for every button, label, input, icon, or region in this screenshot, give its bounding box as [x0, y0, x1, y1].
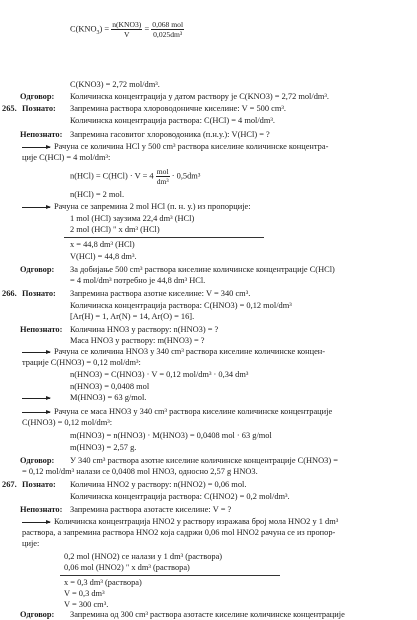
- kno3-fraction-1: [111, 20, 142, 39]
- p265-calc-1-right: · 0,5dm³: [171, 171, 201, 181]
- arrow-icon: [22, 147, 50, 148]
- p265-proportion-rule: [64, 237, 264, 238]
- arrow-icon: [22, 412, 50, 413]
- p266-given-3: [Ar(H) = 1, Ar(N) = 14, Ar(O) = 16].: [70, 312, 195, 321]
- p266-unknown-2: Маса HNO3 у раствору: m(HNO3) = ?: [70, 336, 205, 345]
- p266-unknown-1: Количина HNO3 у раствору: n(HNO3) = ?: [70, 325, 219, 334]
- p265-answer-1: За добијање 500 cm³ раствора киселине количинске концентрације C(HCl): [70, 265, 335, 274]
- p265-calc-2: n(HCl) = 2 mol.: [70, 190, 125, 199]
- p265-given-2: Количинска концентрација раствора: C(HCl) = 4 mol/dm³.: [70, 116, 275, 125]
- p267-answer-1: Запремина од 300 cm³ раствора азотасте киселине количинске концентрације: [70, 610, 345, 619]
- p266-answer-label: Одговор:: [20, 456, 55, 465]
- p267-answer-label: Одговор:: [20, 610, 55, 619]
- frac1-numerator: n(KNO3): [112, 20, 142, 29]
- p267-proportion-1: 0,2 mol (HNO2) се налази у 1 dm³ (раствора): [64, 552, 223, 561]
- p265-calc-1-left: n(HCl) = C(HCl) · V = 4: [70, 171, 154, 181]
- p267-proportion-2: 0,06 mol (HNO2) " x dm³ (раствора): [64, 563, 190, 572]
- p265-answer-2: = 4 mol/dm³ потребно је 44,8 dm³ HCl.: [70, 276, 206, 285]
- p265-unknown: Запремина гасовитог хлороводоника (п.н.у.): V(HCl) = ?: [70, 130, 270, 139]
- frac1-denominator: V: [124, 30, 130, 39]
- kno3-formula-sub: 3: [96, 30, 100, 37]
- p265-given-label: Познато:: [22, 104, 56, 113]
- p265-step1-line1: Рачуна се количина HCl у 500 cm³ раствора киселине количинске концентра-: [54, 142, 329, 151]
- p265-calc-1-fraction: [156, 167, 170, 186]
- arrow-icon: [22, 207, 50, 208]
- p266-calc-5: m(HNO3) = 2,57 g.: [70, 443, 137, 452]
- frac2-numerator: 0,068 mol: [152, 20, 184, 29]
- p266-step1-line2: трације C(HNO3) = 0,12 mol/dm³:: [22, 358, 141, 367]
- p266-step2-line1: Рачуна се маса HNO3 у 340 cm³ раствора киселине количинске концентрације: [54, 407, 333, 416]
- kno3-formula-left: C(KNO: [70, 24, 97, 34]
- kno3-result: C(KNO3) = 2,72 mol/dm³.: [70, 80, 160, 89]
- p266-step1-line1: Рачуна се количина HNO3 у 340 cm³ раствора киселине количинске концен-: [54, 347, 326, 356]
- p267-proportion-rule: [60, 575, 280, 576]
- problem-267-number: 267.: [2, 480, 17, 489]
- p267-given-label: Познато:: [22, 480, 56, 489]
- p267-result-3: V = 300 cm³.: [64, 600, 109, 609]
- kno3-fraction-2: [151, 20, 184, 39]
- p267-result-1: x = 0,3 dm³ (раствора): [64, 578, 142, 587]
- top-answer-label: Одговор:: [20, 92, 55, 101]
- kno3-formula-eq: ) =: [99, 24, 110, 34]
- p266-step2-line2: C(HNO3) = 0,12 mol/dm³:: [22, 418, 113, 427]
- p266-given-label: Познато:: [22, 289, 56, 298]
- p267-unknown-label: Непознато:: [20, 505, 63, 514]
- p265-frac-denominator: dm³: [156, 177, 169, 186]
- p267-unknown: Запремина раствора азотасте киселине: V = ?: [70, 505, 232, 514]
- problem-266-number: 266.: [2, 289, 17, 298]
- p266-calc-2: n(HNO3) = 0,0408 mol: [70, 382, 150, 391]
- p265-frac-numerator: mol: [156, 167, 169, 176]
- p267-given-2: Количинска концентрација раствора: C(HNO2) = 0,2 mol/dm³.: [70, 492, 290, 501]
- frac2-denominator: 0,025dm³: [153, 30, 183, 39]
- p265-given-1: Запремина раствора хлороводоничне киселине: V = 500 cm³.: [70, 104, 286, 113]
- top-answer-text: Количинска концентрација у датом раствору је C(KNO3) = 2,72 mol/dm³.: [70, 92, 330, 101]
- p267-given-1: Количина HNO2 у раствору: n(HNO2) = 0,06 mol.: [70, 480, 247, 489]
- problem-265-number: 265.: [2, 104, 17, 113]
- p265-answer-label: Одговор:: [20, 265, 55, 274]
- p265-result-2: V(HCl) = 44,8 dm³.: [70, 252, 137, 261]
- p266-calc-1: n(HNO3) = C(HNO3) · V = 0,12 mol/dm³ · 0,34 dm³: [70, 370, 249, 379]
- p265-step1-line2: ције C(HCl) = 4 mol/dm³:: [22, 153, 111, 162]
- arrow-icon: [22, 522, 50, 523]
- p267-step1-line1: Количинска концентрација HNO2 у раствору изражава број мола HNO2 у 1 dm³: [54, 517, 339, 526]
- p266-given-1: Запремина раствора азотне киселине: V = 340 cm³.: [70, 289, 251, 298]
- kno3-formula: $C(KNO_3)$ = $\frac{\text{n(KNO3)}}{V}$ = $\frac{\text{0,068 mol}}{\text{0,025dm³}}$: [70, 20, 184, 39]
- p265-proportion-1: 1 mol (HCl) заузима 22,4 dm³ (HCl): [70, 214, 195, 223]
- p266-given-2: Количинска концентрација раствора: C(HNO3) = 0,12 mol/dm³: [70, 301, 292, 310]
- p266-calc-4: m(HNO3) = n(HNO3) · M(HNO3) = 0,0408 mol · 63 g/mol: [70, 431, 272, 440]
- p265-unknown-label: Непознато:: [20, 130, 63, 139]
- arrow-icon: [22, 398, 50, 399]
- p265-step2: Рачуна се запремина 2 mol HCl (п. н. у.) из пропорције:: [54, 202, 251, 211]
- p267-step1-line2: раствора, а запремина раствора HNO2 која садржи 0,06 mol HNO2 рачуна се из пропор-: [22, 528, 336, 537]
- p267-step1-line3: ције:: [22, 539, 40, 548]
- p266-unknown-label: Непознато:: [20, 325, 63, 334]
- p266-answer-2: = 0,12 mol/dm³ налази се 0,0408 mol HNO3, односно 2,57 g HNO3.: [22, 467, 258, 476]
- p265-proportion-2: 2 mol (HCl) " x dm³ (HCl): [70, 225, 160, 234]
- p265-calc-1: [70, 167, 200, 186]
- arrow-icon: [22, 352, 50, 353]
- p266-calc-3: M(HNO3) = 63 g/mol.: [70, 393, 147, 402]
- p266-answer-1: У 340 cm³ раствора азотне киселине количинске концентрације C(HNO3) =: [70, 456, 338, 465]
- p267-result-2: V = 0,3 dm³: [64, 589, 105, 598]
- p265-result-1: x = 44,8 dm³ (HCl): [70, 240, 135, 249]
